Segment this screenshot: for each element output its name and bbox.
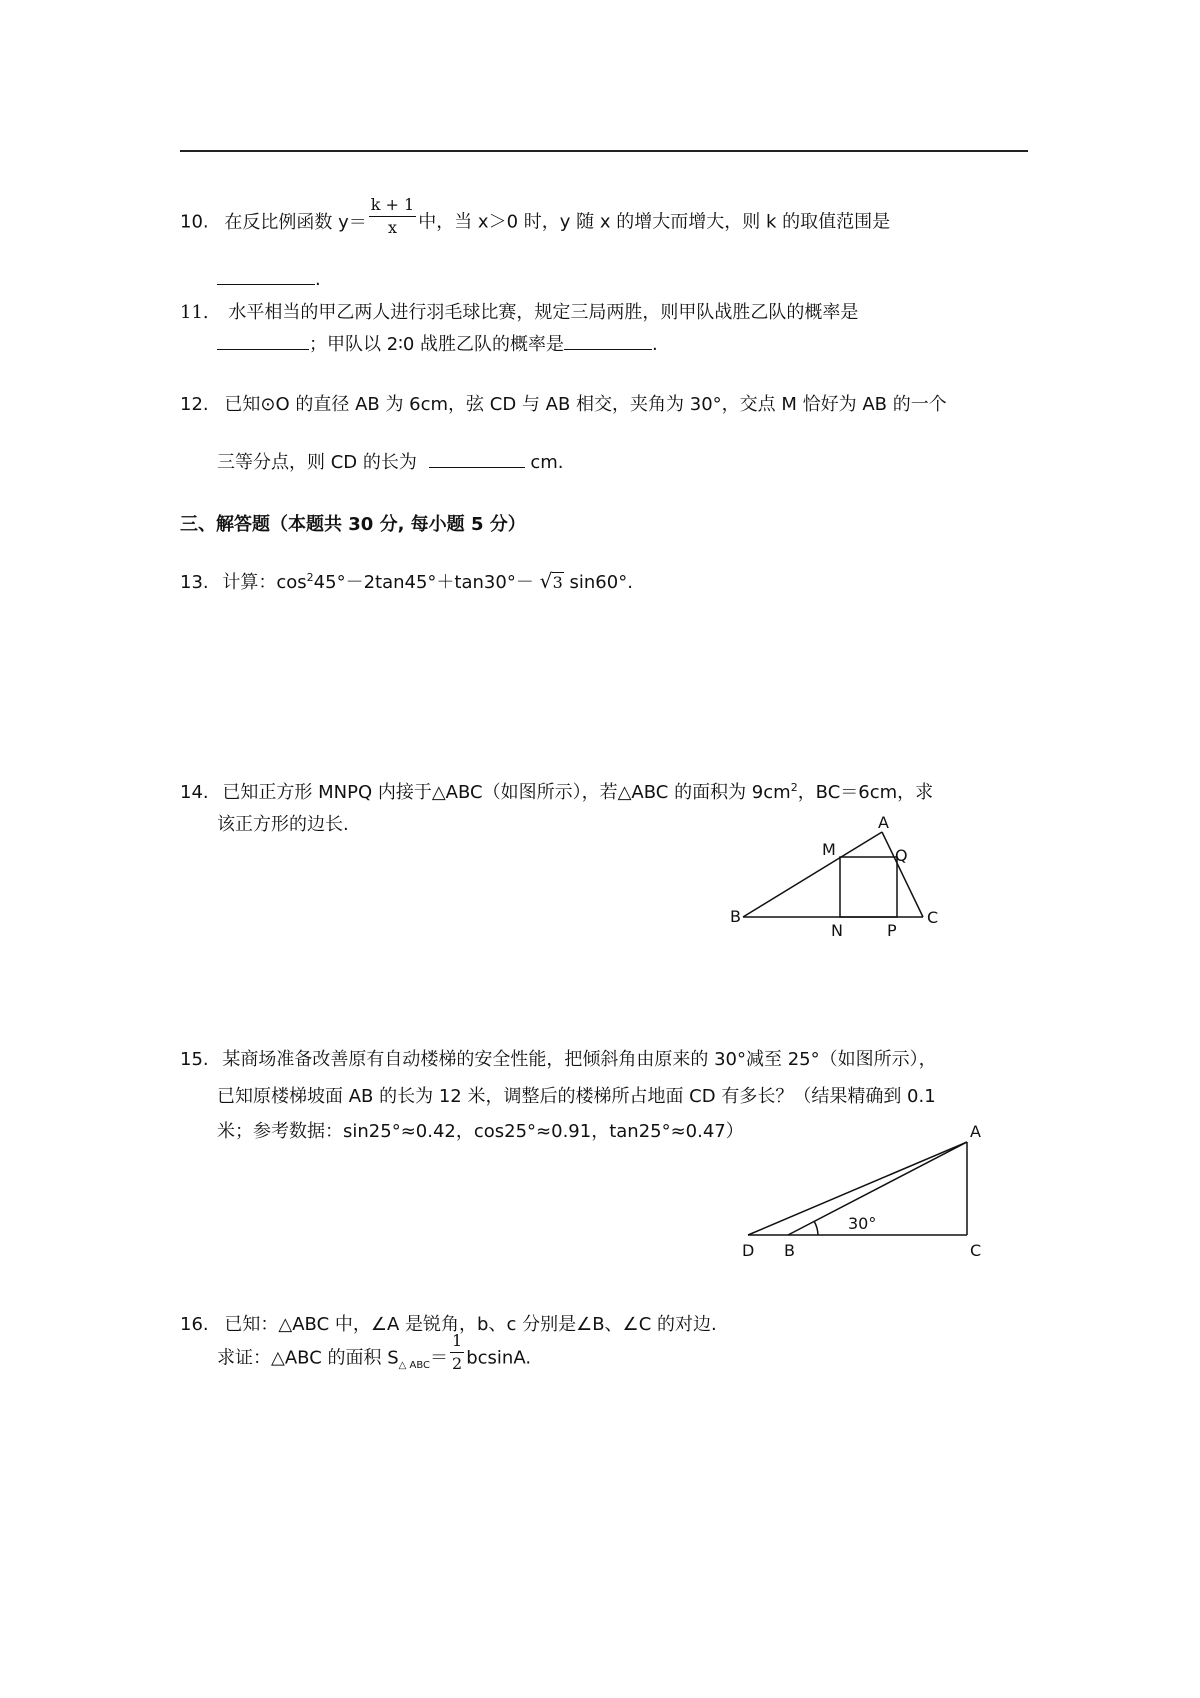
fig14-label-c: C: [927, 908, 939, 927]
q11-text-b: ；甲队以 2∶0 战胜乙队的概率是: [309, 334, 565, 355]
question-16: [180, 1310, 717, 1336]
q10-frac-num: k + 1: [369, 194, 416, 217]
q16-frac-num: 1: [450, 1330, 464, 1353]
q10-answer-blank[interactable]: [217, 266, 315, 285]
q11-answer-blank-2[interactable]: [564, 331, 652, 350]
q10-frac-den: x: [387, 218, 397, 237]
q16-subscript: △ ABC: [398, 1360, 431, 1372]
fig15-label-c: C: [970, 1241, 982, 1260]
q12-text-c: cm.: [530, 452, 564, 473]
fig14-label-b: B: [730, 907, 741, 926]
q13-sqrt: √ 3: [539, 569, 563, 593]
q14-line-2: 该正方形的边长.: [217, 814, 349, 835]
q12-line-2: [217, 448, 564, 474]
q10-fraction: [369, 194, 416, 239]
fig14-side-ba: [743, 832, 882, 917]
q10-text-c: .: [315, 269, 321, 290]
q13-sqrt-arg: 3: [552, 573, 563, 592]
q10-text-b: 中，当 x＞0 时，y 随 x 的增大而增大，则 k 的取值范围是: [418, 211, 891, 233]
q12-text-a: 已知⊙O 的直径 AB 为 6cm，弦 CD 与 AB 相交，夹角为 30°，交点 M 恰好为 AB 的一个: [224, 394, 947, 415]
q15-text-a: 某商场准备改善原有自动楼梯的安全性能，把倾斜角由原来的 30°减至 25°（如图所示），: [222, 1049, 937, 1070]
fig14-label-a: A: [878, 813, 889, 832]
q14-text-a: 已知正方形 MNPQ 内接于△ABC（如图所示），若△ABC 的面积为 9cm: [222, 782, 791, 803]
q16-frac-den: 2: [452, 1354, 463, 1373]
q10-text-a: 在反比例函数 y＝: [224, 211, 367, 233]
fig15-label-b: B: [784, 1241, 795, 1260]
question-12: [180, 390, 947, 416]
fig14-side-ac: [882, 832, 923, 917]
fig15-angle-label: 30°: [848, 1214, 877, 1233]
header-rule: [180, 150, 1028, 152]
q16-text-a: 已知：△ABC 中，∠A 是锐角，b、c 分别是∠B、∠C 的对边.: [224, 1314, 717, 1335]
q13-number: 13.: [180, 572, 209, 593]
q11-text-a: 水平相当的甲乙两人进行羽毛球比赛，规定三局两胜，则甲队战胜乙队的概率是: [228, 302, 859, 323]
question-14: [180, 778, 933, 804]
q13-text-c: sin60°.: [569, 572, 633, 593]
q13-text-a: 计算：cos: [222, 572, 307, 593]
q12-answer-blank[interactable]: [429, 449, 525, 468]
question-13: [180, 568, 633, 594]
q13-text-b: 45°－2tan45°＋tan30°－: [313, 572, 534, 593]
q16-text-b: 求证：△ABC 的面积 S: [217, 1347, 399, 1369]
q12-text-b: 三等分点，则 CD 的长为: [217, 452, 417, 473]
section-3-heading: 三、解答题（本题共 30 分, 每小题 5 分）: [180, 514, 526, 535]
fig15-angle-arc: [814, 1221, 818, 1235]
figure-14-triangle-square: [720, 805, 950, 945]
fig14-label-m: M: [822, 840, 836, 859]
q15-number: 15.: [180, 1049, 209, 1070]
q16-line-2: [217, 1331, 532, 1375]
q16-fraction: [450, 1330, 464, 1375]
fig14-label-n: N: [831, 921, 843, 940]
q14-superscript: 2: [790, 781, 798, 794]
fig14-label-q: Q: [895, 846, 908, 865]
q13-superscript: 2: [306, 571, 314, 584]
fig14-label-p: P: [887, 921, 897, 940]
figure-15-escalator: [730, 1120, 990, 1260]
fig15-label-a: A: [970, 1122, 981, 1141]
q10-number: 10.: [180, 211, 209, 233]
q11-text-c: .: [652, 334, 658, 355]
q11-number: 11.: [180, 302, 209, 323]
q15-line-2: 已知原楼梯坡面 AB 的长为 12 米，调整后的楼梯所占地面 CD 有多长？（结果精确到 0.1: [217, 1086, 936, 1107]
question-10: [180, 195, 891, 239]
q14-number: 14.: [180, 782, 209, 803]
q11-answer-blank-1[interactable]: [217, 331, 309, 350]
q16-text-c: ＝: [430, 1347, 449, 1369]
q16-text-d: bcsinA.: [466, 1347, 532, 1369]
q12-number: 12.: [180, 394, 209, 415]
fig14-square-mnpq: [840, 857, 897, 917]
q16-number: 16.: [180, 1314, 209, 1335]
question-11: [180, 298, 858, 324]
fig15-label-d: D: [742, 1241, 755, 1260]
q10-answer-line: [217, 266, 321, 290]
q11-answer-line: [217, 330, 658, 356]
question-15: [180, 1045, 937, 1071]
q15-line-3: 米；参考数据：sin25°≈0.42，cos25°≈0.91，tan25°≈0.47）: [217, 1121, 744, 1142]
q14-text-b: ，BC＝6cm，求: [797, 782, 934, 803]
